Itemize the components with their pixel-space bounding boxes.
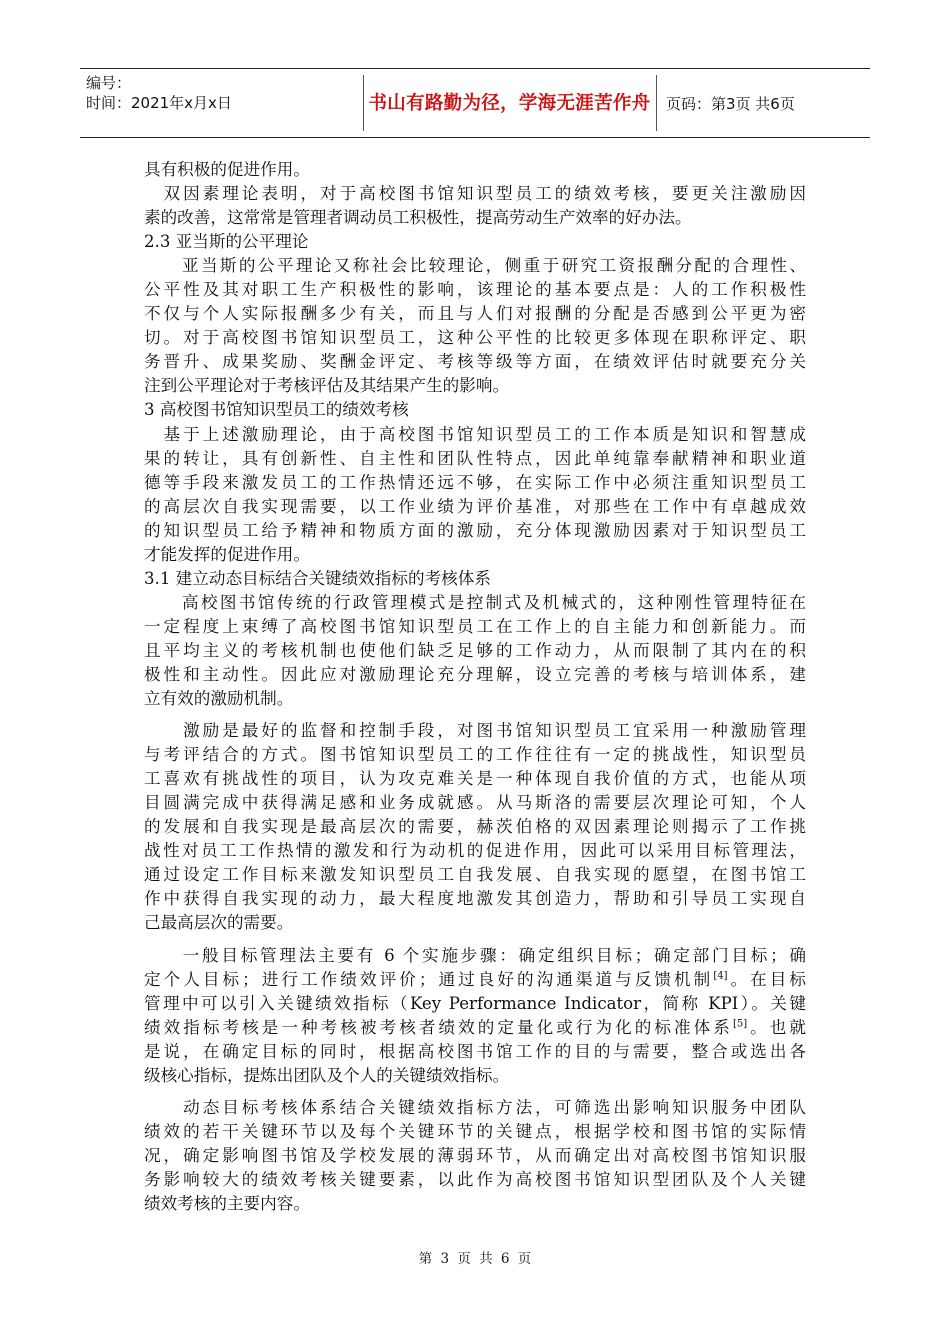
text-line: 的高层次自我实现需要，以工作业绩为评价基准，对那些在工作中有卓越成效 [144,496,806,516]
text-line: 己最高层次的需要。 [144,913,294,933]
text-line: 极性和主动性。因此应对激励理论充分理解，设立完善的考核与培训体系，建 [144,664,806,684]
text-line: 况，确定影响图书馆及学校发展的薄弱环节，从而确定出对高校图书馆知识服 [144,1145,806,1165]
header-motto: 书山有路勤为径，学海无涯苦作舟 [368,93,651,114]
text-line: 目圆满完成中获得满足感和业务成就感。从马斯洛的需要层次理论可知，个人 [144,793,806,813]
text-line: 的发展和自我实现是最高层次的需要，赫茨伯格的双因素理论则揭示了工作挑 [144,817,806,837]
text-line: 与考评结合的方式。图书馆知识型员工的工作往往有一定的挑战性，知识型员 [144,745,806,765]
header-page-info: 页码：第3页 共6页 [666,95,795,113]
text-line: 是说，在确定目标的同时，根据高校图书馆工作的目的与需要，整合或选出各 [144,1041,806,1061]
text-span: 绩效指标考核是一种考核被考核者绩效的定量化或行为化的标准体系 [144,1017,733,1037]
text-line: 果的转让，具有创新性、自主性和团队性特点，因此单纯靠奉献精神和职业道 [144,448,806,468]
text-line: 作中获得自我实现的动力，最大程度地激发其创造力，帮助和引导员工实现自 [144,889,806,909]
text-line: 切。对于高校图书馆知识型员工，这种公平性的比较更多体现在职称评定、职 [144,328,806,348]
text-line: 管理中可以引入关键绩效指标（Key Performance Indicator，简称 KPI）。关键 [144,993,806,1013]
text-line: 战性对员工工作热情的激发和行为动机的促进作用，因此可以采用目标管理法， [144,841,806,861]
text-line: 不仅与个人实际报酬多少有关，而且与人们对报酬的分配是否感到公平更为密 [144,304,806,324]
citation-ref: [5] [732,1018,748,1030]
text-span: 。在目标 [727,969,807,989]
citation-ref: [4] [713,970,728,982]
text-line: 绩效考核的主要内容。 [144,1193,310,1213]
header-meta [86,73,296,113]
text-line: 一般目标管理法主要有 6 个实施步骤：确定组织目标；确定部门目标；确 [144,945,806,965]
text-line: 公平性及其对职工生产积极性的影响，该理论的基本要点是：人的工作积极性 [144,280,806,300]
section-heading: 3 高校图书馆知识型员工的绩效考核 [144,400,409,420]
text-span: 定个人目标；进行工作绩效评价；通过良好的沟通渠道与反馈机制 [144,969,714,989]
text-line: 才能发挥的促进作用。 [144,544,310,564]
header-divider [656,75,657,131]
page-header [80,68,870,138]
text-line: 通过设定工作目标来激发知识型员工自我发展、自我实现的愿望，在图书馆工 [144,865,806,885]
text-line: 注到公平理论对于考核评估及其结果产生的影响。 [144,376,510,396]
page-footer: 第 3 页 共 6 页 [418,1251,532,1267]
text-line: 具有积极的促进作用。 [144,160,310,179]
header-time: 时间：2021年x月x日 [86,94,232,112]
text-line: 亚当斯的公平理论又称社会比较理论，侧重于研究工资报酬分配的合理性、 [144,256,806,276]
text-line: 素的改善，这常常是管理者调动员工积极性，提高劳动生产效率的好办法。 [144,208,692,228]
text-line: 基于上述激励理论，由于高校图书馆知识型员工的工作本质是知识和智慧成 [144,424,806,444]
section-heading: 3.1 建立动态目标结合关键绩效指标的考核体系 [144,568,491,588]
text-line: 动态目标考核体系结合关键绩效指标方法，可筛选出影响知识服务中团队 [144,1097,806,1117]
text-line: 绩效的若干关键环节以及每个关键环节的关键点，根据学校和图书馆的实际情 [144,1121,806,1141]
text-line: 工喜欢有挑战性的项目，认为攻克难关是一种体现自我价值的方式，也能从项 [144,769,806,789]
section-heading: 2.3 亚当斯的公平理论 [144,232,309,252]
text-line [144,1016,806,1040]
text-line: 务影响较大的绩效考核关键要素，以此作为高校图书馆知识型团队及个人关键 [144,1169,806,1189]
text-line [144,968,806,992]
text-line: 务晋升、成果奖励、奖酬金评定、考核等级等方面，在绩效评估时就要充分关 [144,352,806,372]
text-span: 。也就 [747,1017,807,1037]
text-line: 德等手段来激发员工的工作热情还远不够，在实际工作中必须注重知识型员工 [144,472,806,492]
text-line: 一定程度上束缚了高校图书馆知识型员工在工作上的自主能力和创新能力。而 [144,616,806,636]
header-number: 编号： [86,74,132,92]
text-line: 双因素理论表明，对于高校图书馆知识型员工的绩效考核，要更关注激励因 [144,184,806,204]
text-line: 且平均主义的考核机制也使他们缺乏足够的工作动力，从而限制了其内在的积 [144,640,806,660]
text-line: 立有效的激励机制。 [144,689,294,709]
text-line: 高校图书馆传统的行政管理模式是控制式及机械式的，这种刚性管理特征在 [144,592,806,612]
document-body [144,158,806,1216]
text-line: 的知识型员工给予精神和物质方面的激励，充分体现激励因素对于知识型员工 [144,520,806,540]
text-line: 激励是最好的监督和控制手段，对图书馆知识型员工宜采用一种激励管理 [144,721,806,741]
text-line: 级核心指标，提炼出团队及个人的关键绩效指标。 [144,1065,510,1085]
